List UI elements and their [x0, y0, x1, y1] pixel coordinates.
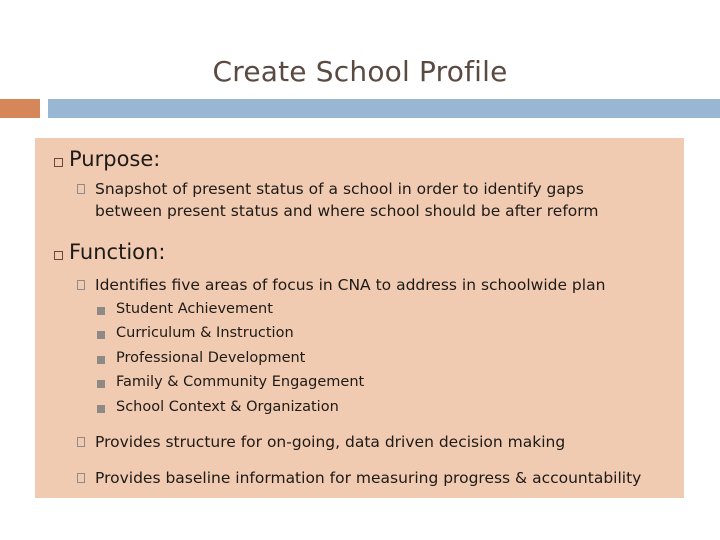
filled-square-icon: [97, 356, 105, 364]
sub-bullet-icon: [77, 184, 85, 194]
filled-square-icon: [97, 380, 105, 388]
area-item: Curriculum & Instruction: [116, 325, 294, 341]
purpose-heading: Purpose:: [69, 147, 161, 171]
purpose-item-line1: Snapshot of present status of a school in order to identify gaps: [95, 180, 584, 198]
sub-bullet-icon: [77, 437, 85, 447]
bullet-square-icon: [54, 158, 63, 167]
accent-bar: [0, 99, 40, 118]
bullet-square-icon: [54, 251, 63, 260]
function-item-focus-areas: Identifies five areas of focus in CNA to address in schoolwide plan: [95, 276, 606, 294]
area-item: Family & Community Engagement: [116, 374, 365, 390]
slide-title: Create School Profile: [212, 55, 508, 88]
sub-bullet-icon: [77, 280, 85, 290]
function-item-baseline: Provides baseline information for measuring progress & accountability: [95, 469, 642, 487]
function-heading: Function:: [69, 240, 166, 264]
area-item: Student Achievement: [116, 301, 273, 317]
filled-square-icon: [97, 307, 105, 315]
content-panel: [35, 138, 684, 498]
filled-square-icon: [97, 331, 105, 339]
area-item: School Context & Organization: [116, 399, 339, 415]
area-item: Professional Development: [116, 350, 306, 366]
purpose-item-line2: between present status and where school should be after reform: [95, 202, 599, 220]
function-item-structure: Provides structure for on-going, data driven decision making: [95, 433, 566, 451]
filled-square-icon: [97, 405, 105, 413]
sub-bullet-icon: [77, 473, 85, 483]
title-underline-bar: [48, 99, 720, 118]
